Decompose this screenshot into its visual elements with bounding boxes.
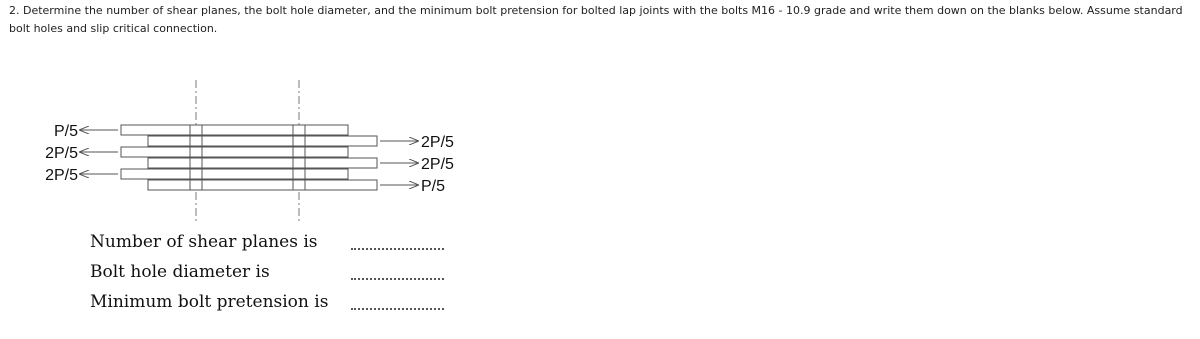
plate-right-1 bbox=[148, 136, 377, 146]
plates bbox=[121, 125, 377, 190]
answer-row bbox=[90, 230, 318, 254]
answer-blank-hole-diameter[interactable] bbox=[351, 278, 444, 280]
right-force-label: 2P/5 bbox=[421, 156, 454, 173]
answer-label-bolt-pretension: Minimum bolt pretension is bbox=[90, 292, 329, 312]
left-force-label: P/5 bbox=[53, 123, 78, 140]
plate-left-1 bbox=[121, 125, 348, 135]
answer-row bbox=[90, 260, 270, 284]
right-force-label: P/5 bbox=[421, 178, 446, 195]
plate-right-2 bbox=[148, 158, 377, 168]
answer-row bbox=[90, 290, 328, 314]
right-force-label: 2P/5 bbox=[421, 134, 454, 151]
plate-right-3 bbox=[148, 180, 377, 190]
left-force-label: 2P/5 bbox=[45, 145, 78, 162]
question-text: 2. Determine the number of shear planes, the bolt hole diameter, and the minimum bolt pretension for bolted lap joints with the bolts M16 - 10.9 grade and write them down on the blanks below. Assume standard bolt holes and slip critical connection. bbox=[9, 4, 1183, 35]
answer-blank-bolt-pretension[interactable] bbox=[351, 308, 444, 310]
plate-left-3 bbox=[121, 169, 348, 179]
left-force-label: 2P/5 bbox=[45, 167, 78, 184]
right-arrows bbox=[380, 141, 418, 185]
plate-left-2 bbox=[121, 147, 348, 157]
answer-label-shear-planes: Number of shear planes is bbox=[90, 232, 318, 252]
answer-label-hole-diameter: Bolt hole diameter is bbox=[90, 262, 270, 282]
answer-blank-shear-planes[interactable] bbox=[351, 248, 444, 250]
left-arrows bbox=[80, 130, 118, 174]
